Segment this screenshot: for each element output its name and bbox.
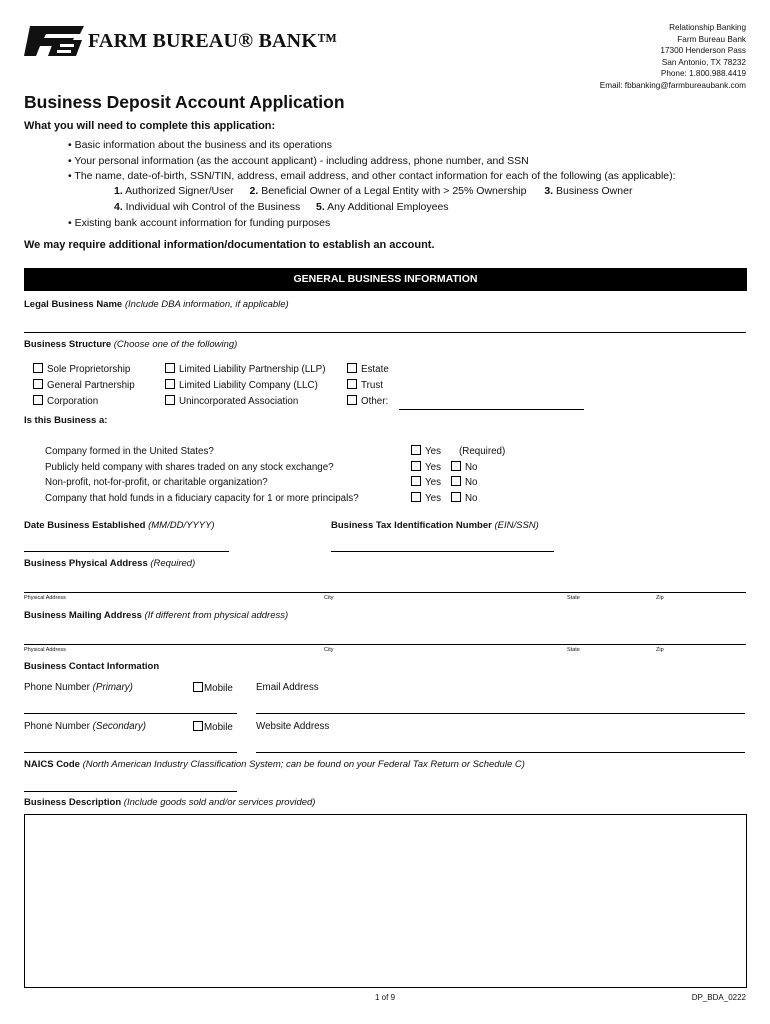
sub-label-zip: Zip (656, 647, 664, 653)
checkbox-corporation[interactable]: Corporation (33, 394, 135, 410)
email-label: Email Address (256, 682, 319, 693)
sub-label-state: State (567, 647, 580, 653)
checkbox-other[interactable]: Other: (347, 394, 389, 410)
phone-secondary-input[interactable] (24, 752, 237, 753)
bank-info-line: San Antonio, TX 78232 (661, 57, 746, 67)
structure-label: Business Structure (Choose one of the following) (24, 339, 238, 350)
sub-label-city: City (324, 595, 334, 601)
legal-name-label: Legal Business Name (Include DBA information, if applicable) (24, 299, 289, 310)
is-business-label: Is this Business a: (24, 415, 108, 426)
intro-bullets (68, 138, 676, 185)
roles-line-1: 1. Authorized Signer/User 2. Beneficial Owner of a Legal Entity with > 25% Ownership 3. Business Owner (114, 185, 633, 197)
bank-info-email: Email: fbbanking@farmbureaubank.com (599, 80, 746, 90)
checkbox-no[interactable]: No (451, 493, 478, 504)
bank-info-line: Relationship Banking (669, 23, 746, 32)
date-established-label: Date Business Established (MM/DD/YYYY) (24, 520, 215, 531)
farm-bureau-logo-icon (24, 26, 84, 56)
sub-label-zip: Zip (656, 595, 664, 601)
list-item: • Your personal information (as the account applicant) - including address, phone number, and SSN (68, 154, 529, 167)
other-structure-input[interactable] (399, 409, 584, 410)
naics-input[interactable] (24, 791, 237, 792)
question-non-profit: Non-profit, not-for-profit, or charitable organization? (45, 477, 268, 488)
checkbox-yes[interactable]: Yes (411, 493, 441, 504)
list-item: • Existing bank account information for funding purposes (68, 217, 331, 229)
website-input[interactable] (256, 752, 745, 753)
phone-primary-label: Phone Number (Primary) (24, 682, 133, 693)
checkbox-trust[interactable]: Trust (347, 378, 389, 394)
description-label: Business Description (Include goods sold and/or services provided) (24, 797, 316, 808)
required-note: (Required) (458, 446, 506, 457)
list-item: • Basic information about the business and its operations (68, 139, 332, 151)
list-item: • The name, date-of-birth, SSN/TIN, address, email address, and other contact information for each of the following (as applicable): (68, 170, 676, 182)
checkbox-llc[interactable]: Limited Liability Company (LLC) (165, 378, 325, 394)
website-label: Website Address (256, 721, 330, 732)
form-code: DP_BDA_0222 (691, 993, 746, 1002)
checkbox-mobile-secondary[interactable]: Mobile (193, 721, 233, 733)
tax-id-input[interactable] (331, 551, 554, 552)
physical-address-label: Business Physical Address (Required) (24, 558, 196, 569)
checkbox-estate[interactable]: Estate (347, 362, 389, 378)
checkbox-mobile-primary[interactable]: Mobile (193, 682, 233, 694)
mailing-address-label: Business Mailing Address (If different from physical address) (24, 610, 289, 621)
checkbox-no[interactable]: No (451, 462, 478, 473)
bank-info-line: 17300 Henderson Pass (660, 46, 746, 55)
bank-contact-info (600, 22, 746, 91)
structure-col-1 (33, 362, 135, 409)
naics-label: NAICS Code (North American Industry Classification System; can be found on your Federal Tax Return or Schedule C) (24, 759, 525, 770)
intro-heading: What you will need to complete this application: (24, 120, 276, 132)
is-business-questions (45, 444, 359, 506)
sub-label-address: Physical Address (24, 647, 66, 653)
bank-info-line: Phone: 1.800.988.4419 (660, 69, 746, 78)
bank-logo (24, 26, 337, 56)
legal-name-input[interactable] (24, 332, 746, 333)
page-number: 1 of 9 (375, 993, 396, 1002)
structure-col-2 (165, 362, 325, 409)
roles-line-2: 4. Individual wih Control of the Business 5. Any Additional Employees (114, 201, 449, 213)
sub-label-address: Physical Address (24, 595, 66, 601)
question-fiduciary: Company that hold funds in a fiduciary capacity for 1 or more principals? (45, 492, 359, 504)
page-title: Business Deposit Account Application (24, 92, 345, 112)
date-established-input[interactable] (24, 551, 229, 552)
checkbox-no[interactable]: No (451, 477, 478, 488)
structure-col-3 (347, 362, 389, 409)
tax-id-label: Business Tax Identification Number (EIN/SSN) (331, 520, 539, 531)
contact-info-label: Business Contact Information (24, 661, 160, 672)
checkbox-sole-proprietorship[interactable]: Sole Proprietorship (33, 362, 135, 378)
logo-text: FARM BUREAU® BANK™ (88, 29, 338, 52)
checkbox-general-partnership[interactable]: General Partnership (33, 378, 135, 394)
bank-info-line: Farm Bureau Bank (677, 34, 746, 44)
checkbox-yes[interactable]: Yes (411, 462, 441, 473)
checkbox-yes[interactable]: Yes (411, 477, 441, 488)
sub-label-state: State (567, 595, 580, 601)
checkbox-yes[interactable]: Yes (411, 446, 441, 457)
section-header: GENERAL BUSINESS INFORMATION (24, 268, 747, 291)
intro-note: We may require additional information/documentation to establish an account. (24, 239, 435, 251)
question-us-company: Company formed in the United States? (45, 446, 214, 457)
yes-no-options (411, 444, 505, 506)
physical-address-input[interactable] (24, 592, 746, 593)
sub-label-city: City (324, 647, 334, 653)
phone-secondary-label: Phone Number (Secondary) (24, 721, 147, 732)
checkbox-llp[interactable]: Limited Liability Partnership (LLP) (165, 362, 325, 378)
mailing-address-input[interactable] (24, 644, 746, 645)
email-input[interactable] (256, 713, 745, 714)
phone-primary-input[interactable] (24, 713, 237, 714)
question-publicly-held: Publicly held company with shares traded on any stock exchange? (45, 461, 334, 473)
business-description-textarea[interactable] (24, 814, 747, 988)
checkbox-unincorporated-association[interactable]: Unincorporated Association (165, 394, 325, 410)
